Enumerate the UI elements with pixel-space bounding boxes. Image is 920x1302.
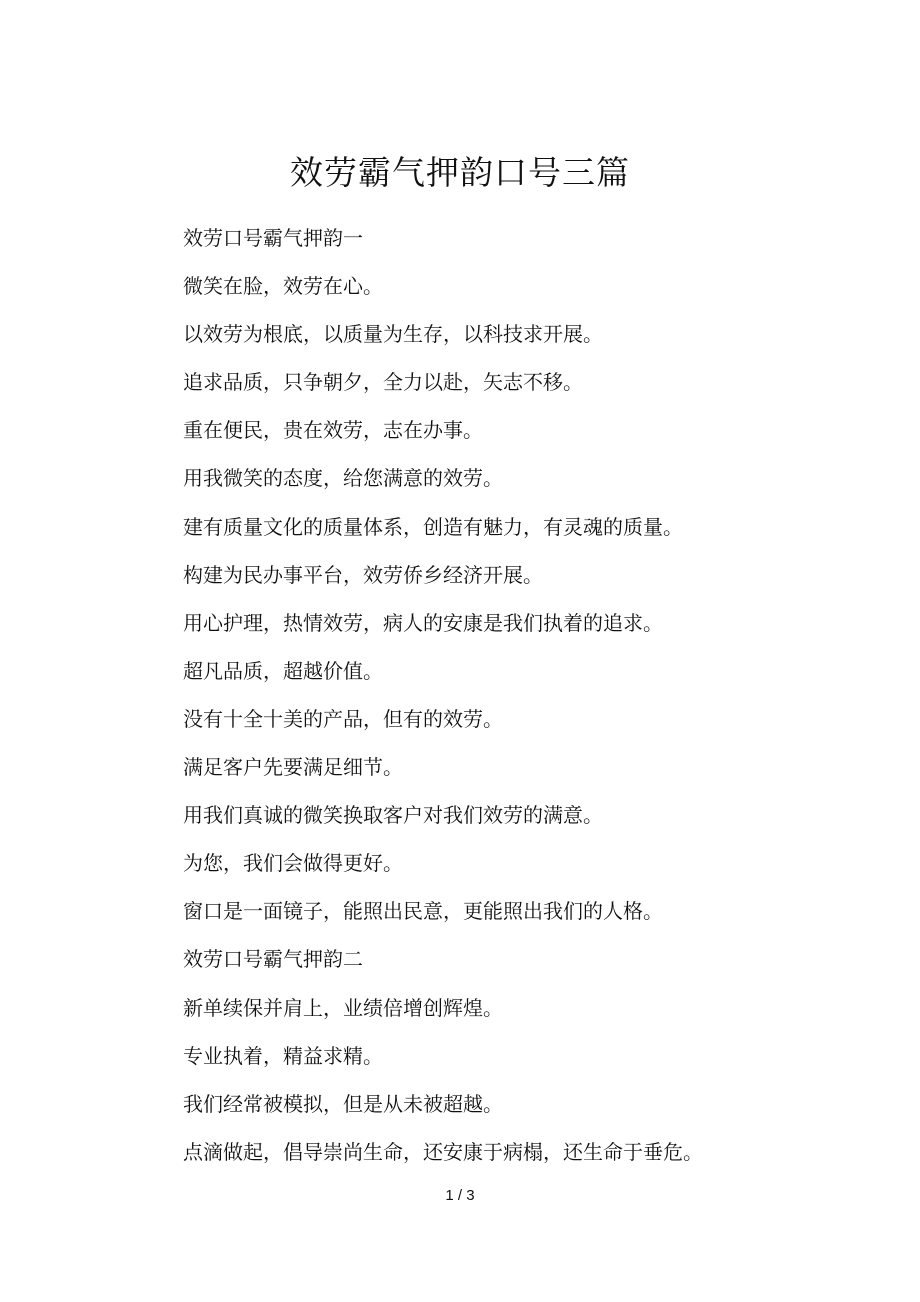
slogan-line: 没有十全十美的产品，但有的效劳。 xyxy=(183,706,503,731)
section-heading-2: 效劳口号霸气押韵二 xyxy=(183,947,363,972)
slogan-line: 以效劳为根底，以质量为生存，以科技求开展。 xyxy=(183,322,603,347)
slogan-line: 重在便民，贵在效劳，志在办事。 xyxy=(183,418,483,443)
slogan-line: 用我们真诚的微笑换取客户对我们效劳的满意。 xyxy=(183,803,603,828)
slogan-line: 超凡品质，超越价值。 xyxy=(183,658,383,683)
slogan-line: 窗口是一面镜子，能照出民意，更能照出我们的人格。 xyxy=(183,899,663,924)
slogan-line: 构建为民办事平台，效劳侨乡经济开展。 xyxy=(183,562,543,587)
slogan-line: 为您，我们会做得更好。 xyxy=(183,851,403,876)
slogan-list xyxy=(183,218,823,1180)
slogan-line: 满足客户先要满足细节。 xyxy=(183,755,403,780)
slogan-line: 建有质量文化的质量体系，创造有魅力，有灵魂的质量。 xyxy=(183,514,683,539)
slogan-line: 微笑在脸，效劳在心。 xyxy=(183,274,383,299)
slogan-line: 新单续保并肩上，业绩倍增创辉煌。 xyxy=(183,995,503,1020)
slogan-line: 点滴做起，倡导崇尚生命，还安康于病榻，还生命于垂危。 xyxy=(183,1139,703,1164)
slogan-line: 用我微笑的态度，给您满意的效劳。 xyxy=(183,466,503,491)
document-title: 效劳霸气押韵口号三篇 xyxy=(290,153,630,192)
slogan-line: 专业执着，精益求精。 xyxy=(183,1043,383,1068)
page-number: 1 / 3 xyxy=(445,1187,475,1204)
slogan-line: 用心护理，热情效劳，病人的安康是我们执着的追求。 xyxy=(183,610,663,635)
slogan-line: 追求品质，只争朝夕，全力以赴，矢志不移。 xyxy=(183,370,583,395)
section-heading-1: 效劳口号霸气押韵一 xyxy=(183,226,363,250)
slogan-line: 我们经常被模拟，但是从未被超越。 xyxy=(183,1091,503,1116)
